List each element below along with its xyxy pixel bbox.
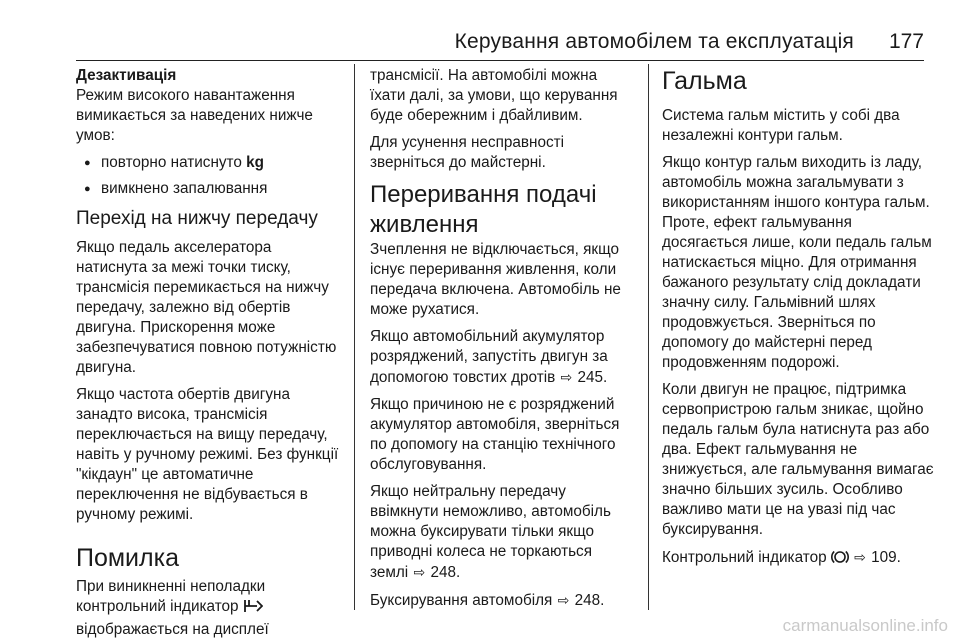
page-reference[interactable]: 245.: [577, 369, 608, 386]
towing-condition-paragraph: [370, 482, 633, 583]
page-reference[interactable]: 109.: [871, 549, 901, 566]
workshop-paragraph: Для усунення несправності зверніться до майстерні.: [370, 134, 565, 171]
brakes-paragraph-2: Якщо контур гальм виходить із ладу, автомобіль можна загальмувати з використанням іншого контура гальм. Проте, ефект гальмування досягається лише, коли педаль гальм натискається міцно. Для отримання бажаного результату слід докладати значну силу. Гальмівний шлях продовжується. Зверніться по допомогу до майстерні перед продовженням подорожі.: [662, 154, 932, 371]
towing-condition-text: Якщо нейтральну передачу ввімкнути неможливо, автомобіль можна буксирувати тільки якщо приводні колеса не торкаються землі: [370, 483, 611, 581]
column-1: [76, 66, 344, 640]
transmission-warning-icon: [243, 598, 263, 620]
towing-text: Буксирування автомобіля: [370, 592, 553, 609]
brakes-paragraph-4: [662, 547, 934, 571]
heading-line-1: Переривання подачі: [370, 181, 597, 208]
error-text-1: При виникненні неполадки контрольний індикатор: [76, 578, 266, 615]
list-item-text: повторно натиснуто: [101, 154, 242, 171]
kickdown-key-label: kg: [246, 154, 265, 171]
error-paragraph: [76, 577, 344, 640]
column-divider-2: [648, 64, 649, 610]
error-text-2: відображається на дисплеї: [76, 621, 269, 638]
power-interruption-heading: [370, 180, 633, 240]
page-ref-arrow-icon: ⇨: [557, 592, 570, 608]
page-reference[interactable]: 248.: [430, 564, 461, 581]
brakes-paragraph-1: Система гальм містить у собі два незалежні контури гальм.: [662, 107, 900, 144]
page-ref-arrow-icon: ⇨: [854, 549, 866, 565]
downshift-paragraph-2: Якщо частота обертів двигуна занадто висока, трансмісія переключається на вищу передачу, навіть у ручному режимі. Без функції "кікдаун" це автоматичне переключення не відбувається в ручному режимі.: [76, 386, 339, 523]
page-ref-arrow-icon: ⇨: [413, 564, 426, 580]
column-2: [370, 66, 633, 618]
brakes-paragraph-3: Коли двигун не працює, підтримка сервопристрою гальм зникає, щойно педаль гальм була натиснута раз або два. Ефект гальмування не знижується, але гальмування вимагає значно більших зусиль. Особливо важливо мати це на увазі під час буксирування.: [662, 381, 934, 538]
clutch-paragraph: Зчеплення не відключається, якщо існує переривання живлення, коли передача включена. Автомобіль не може рухатися.: [370, 241, 621, 318]
page-ref-arrow-icon: ⇨: [560, 369, 573, 385]
service-paragraph: Якщо причиною не є розряджений акумулятор автомобіля, зверніться по допомогу на станцію технічного обслуговування.: [370, 396, 620, 473]
deactivation-title: Дезактивація: [76, 67, 177, 84]
brakes-heading: Гальма: [662, 67, 747, 95]
header-title: Керування автомобілем та експлуатація: [454, 30, 854, 53]
transmission-paragraph: трансмісії. На автомобілі можна їхати далі, за умови, що керування буде обережним і дбайливим.: [370, 67, 618, 124]
column-3: [662, 66, 934, 578]
list-item: [76, 179, 344, 199]
list-item: [76, 153, 344, 173]
page-reference[interactable]: 248.: [574, 592, 605, 609]
battery-text: Якщо автомобільний акумулятор розряджений, запустіть двигун за допомогою товстих дротів: [370, 328, 608, 386]
page-number: 177: [888, 30, 924, 53]
deactivation-list: [76, 153, 344, 199]
heading-line-2: живлення: [370, 211, 479, 238]
indicator-text: Контрольний індикатор: [662, 549, 827, 566]
battery-paragraph: [370, 327, 633, 388]
deactivation-text: Режим високого навантаження вимикається за наведених нижче умов:: [76, 87, 313, 144]
page-header: [76, 28, 924, 61]
towing-paragraph: [370, 590, 633, 611]
error-heading: Помилка: [76, 544, 180, 572]
brake-warning-icon: [831, 549, 849, 571]
list-item-text: вимкнено запалювання: [101, 180, 268, 197]
column-divider-1: [354, 64, 355, 610]
watermark: carmanualsonline.info: [782, 616, 948, 635]
downshift-paragraph-1: Якщо педаль акселератора натиснута за межі точки тиску, трансмісія перемикається на нижчу передачу, залежно від обертів двигуна. Прискорення може забезпечуватися повною потужністю двигуна.: [76, 239, 337, 376]
downshift-heading: Перехід на нижчу передачу: [76, 208, 318, 229]
